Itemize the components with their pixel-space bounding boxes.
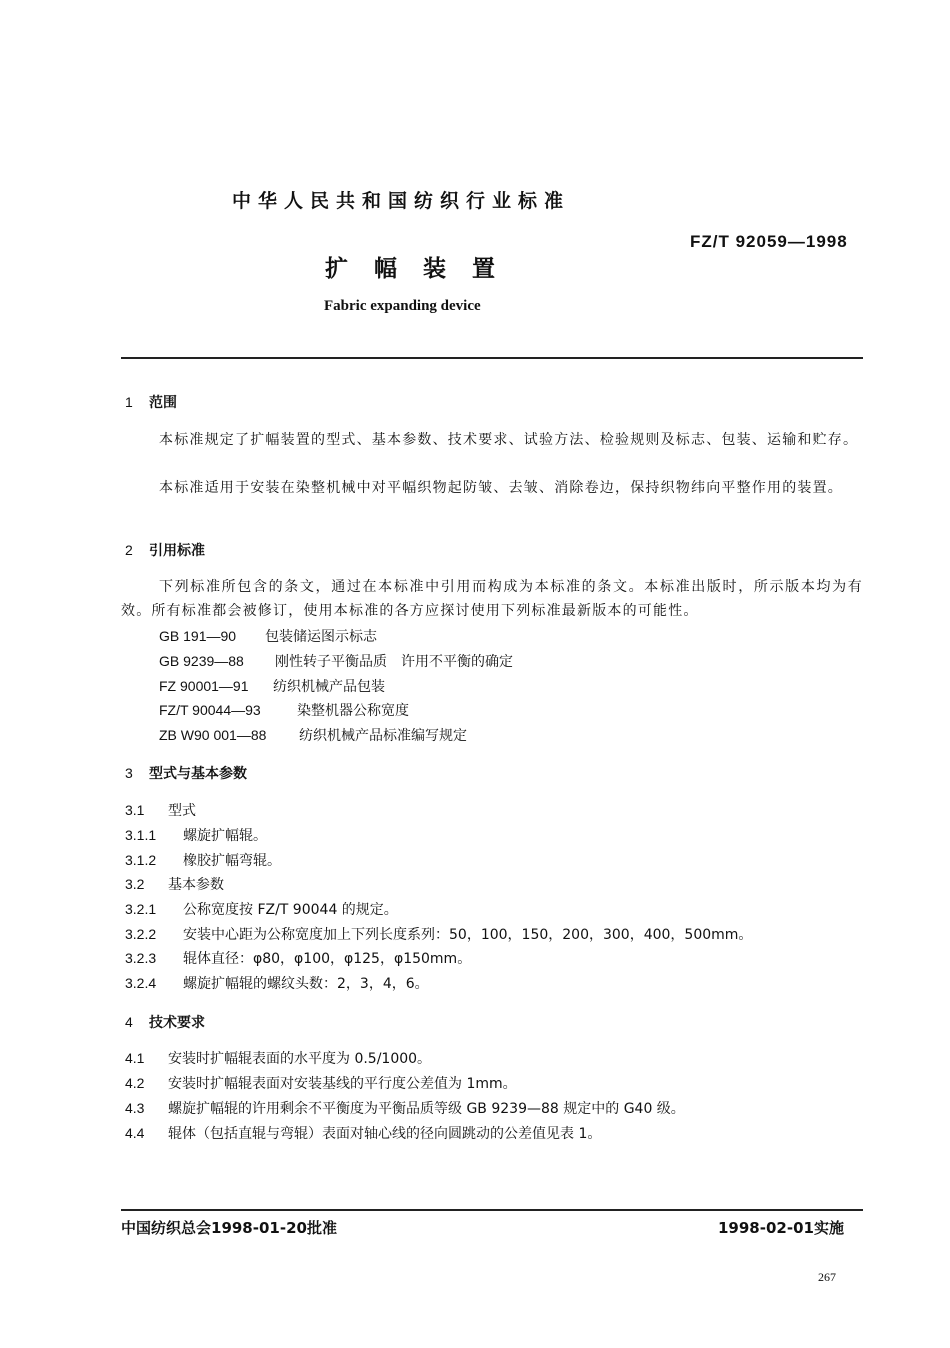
clause-number: 3.2.4 [125,975,157,991]
reference-item [159,725,467,745]
reference-code: FZ/T 90044—93 [159,702,261,718]
reference-code: GB 191—90 [159,628,237,644]
reference-code: FZ 90001—91 [159,678,249,694]
reference-code: ZB W90 001—88 [159,727,267,743]
clause-item [125,924,752,944]
section-2-paragraph: 下列标准所包含的条文，通过在本标准中引用而构成为本标准的条文。本标准出版时，所示版本均为有效。所有标准都会被修订，使用本标准的各方应探讨使用下列标准最新版本的可能性。 [121,579,863,619]
section-1-paragraph-2: 本标准适用于安装在染整机械中对平幅织物起防皱、去皱、消除卷边，保持织物纬向平整作用的装置。 [159,480,843,496]
clause-text: 螺旋扩幅辊。 [183,828,267,844]
reference-title: 纺织机械产品包装 [273,679,385,695]
clause-text: 螺旋扩幅辊的螺纹头数：2，3，4，6。 [183,976,429,992]
clause-text: 辊体（包括直辊与弯辊）表面对轴心线的径向圆跳动的公差值见表 1。 [168,1126,602,1142]
clause-number: 3.1 [125,802,145,818]
clause-text: 安装中心距为公称宽度加上下列长度系列：50，100，150，200，300，400，500mm。 [183,927,753,943]
section-number: 4 [125,1014,133,1030]
clause-item [125,1098,685,1118]
clause-number: 3.2.1 [125,901,157,917]
clause-number: 4.4 [125,1125,145,1141]
clause-item [125,1073,517,1093]
document-title: 扩幅装置 [325,256,521,282]
approval-date: 中国纺织总会1998-01-20批准 [121,1219,337,1237]
section-title: 范围 [149,395,177,411]
clause-text: 安装时扩幅辊表面对安装基线的平行度公差值为 1mm。 [168,1076,517,1092]
effective-date: 1998-02-01实施 [718,1219,844,1237]
clause-item [125,948,471,968]
reference-title: 刚性转子平衡品质 许用不平衡的确定 [275,654,513,670]
clause-text: 型式 [168,803,196,819]
clause-text: 螺旋扩幅辊的许用剩余不平衡度为平衡品质等级 GB 9239—88 规定中的 G40 级。 [168,1101,685,1117]
clause-number: 4.3 [125,1100,145,1116]
clause-number: 3.2.3 [125,950,157,966]
reference-item [159,626,377,646]
clause-item [125,1048,431,1068]
section-title: 引用标准 [149,543,205,559]
reference-title: 纺织机械产品标准编写规定 [299,728,467,744]
section-3-heading [125,763,247,783]
header-divider [121,357,863,359]
clause-number: 3.2 [125,876,145,892]
section-number: 2 [125,542,133,558]
reference-item [159,676,385,696]
page-number: 267 [818,1270,836,1284]
clause-item [125,973,429,993]
reference-item [159,700,409,720]
section-title: 技术要求 [149,1015,205,1031]
section-2-heading [125,540,205,560]
clause-text: 辊体直径：φ80，φ100，φ125，φ150mm。 [183,951,472,967]
section-number: 1 [125,394,133,410]
clause-item [125,825,267,845]
clause-item [125,1123,601,1143]
clause-text: 基本参数 [168,877,224,893]
clause-number: 3.2.2 [125,926,157,942]
clause-text: 橡胶扩幅弯辊。 [183,853,281,869]
standard-organization-title: 中华人民共和国纺织行业标准 [232,190,571,212]
clause-item [125,800,196,820]
clause-number: 4.2 [125,1075,145,1091]
clause-text: 公称宽度按 FZ/T 90044 的规定。 [183,902,398,918]
reference-title: 染整机器公称宽度 [297,703,409,719]
section-4-heading [125,1012,205,1032]
reference-code: GB 9239—88 [159,653,244,669]
section-1-heading [125,392,177,412]
reference-title: 包装储运图示标志 [265,629,377,645]
section-number: 3 [125,765,133,781]
clause-number: 3.1.1 [125,827,157,843]
document-title-english: Fabric expanding device [324,298,481,314]
clause-number: 4.1 [125,1050,145,1066]
standard-code: FZ/T 92059—1998 [690,232,848,251]
section-title: 型式与基本参数 [149,766,247,782]
footer-divider [121,1209,863,1211]
section-1-paragraph-1: 本标准规定了扩幅装置的型式、基本参数、技术要求、试验方法、检验规则及标志、包装、运输和贮存。 [159,432,859,448]
clause-number: 3.1.2 [125,852,157,868]
reference-item [159,651,513,671]
clause-item [125,899,398,919]
clause-text: 安装时扩幅辊表面的水平度为 0.5/1000。 [168,1051,432,1067]
clause-item [125,850,281,870]
clause-item [125,874,224,894]
